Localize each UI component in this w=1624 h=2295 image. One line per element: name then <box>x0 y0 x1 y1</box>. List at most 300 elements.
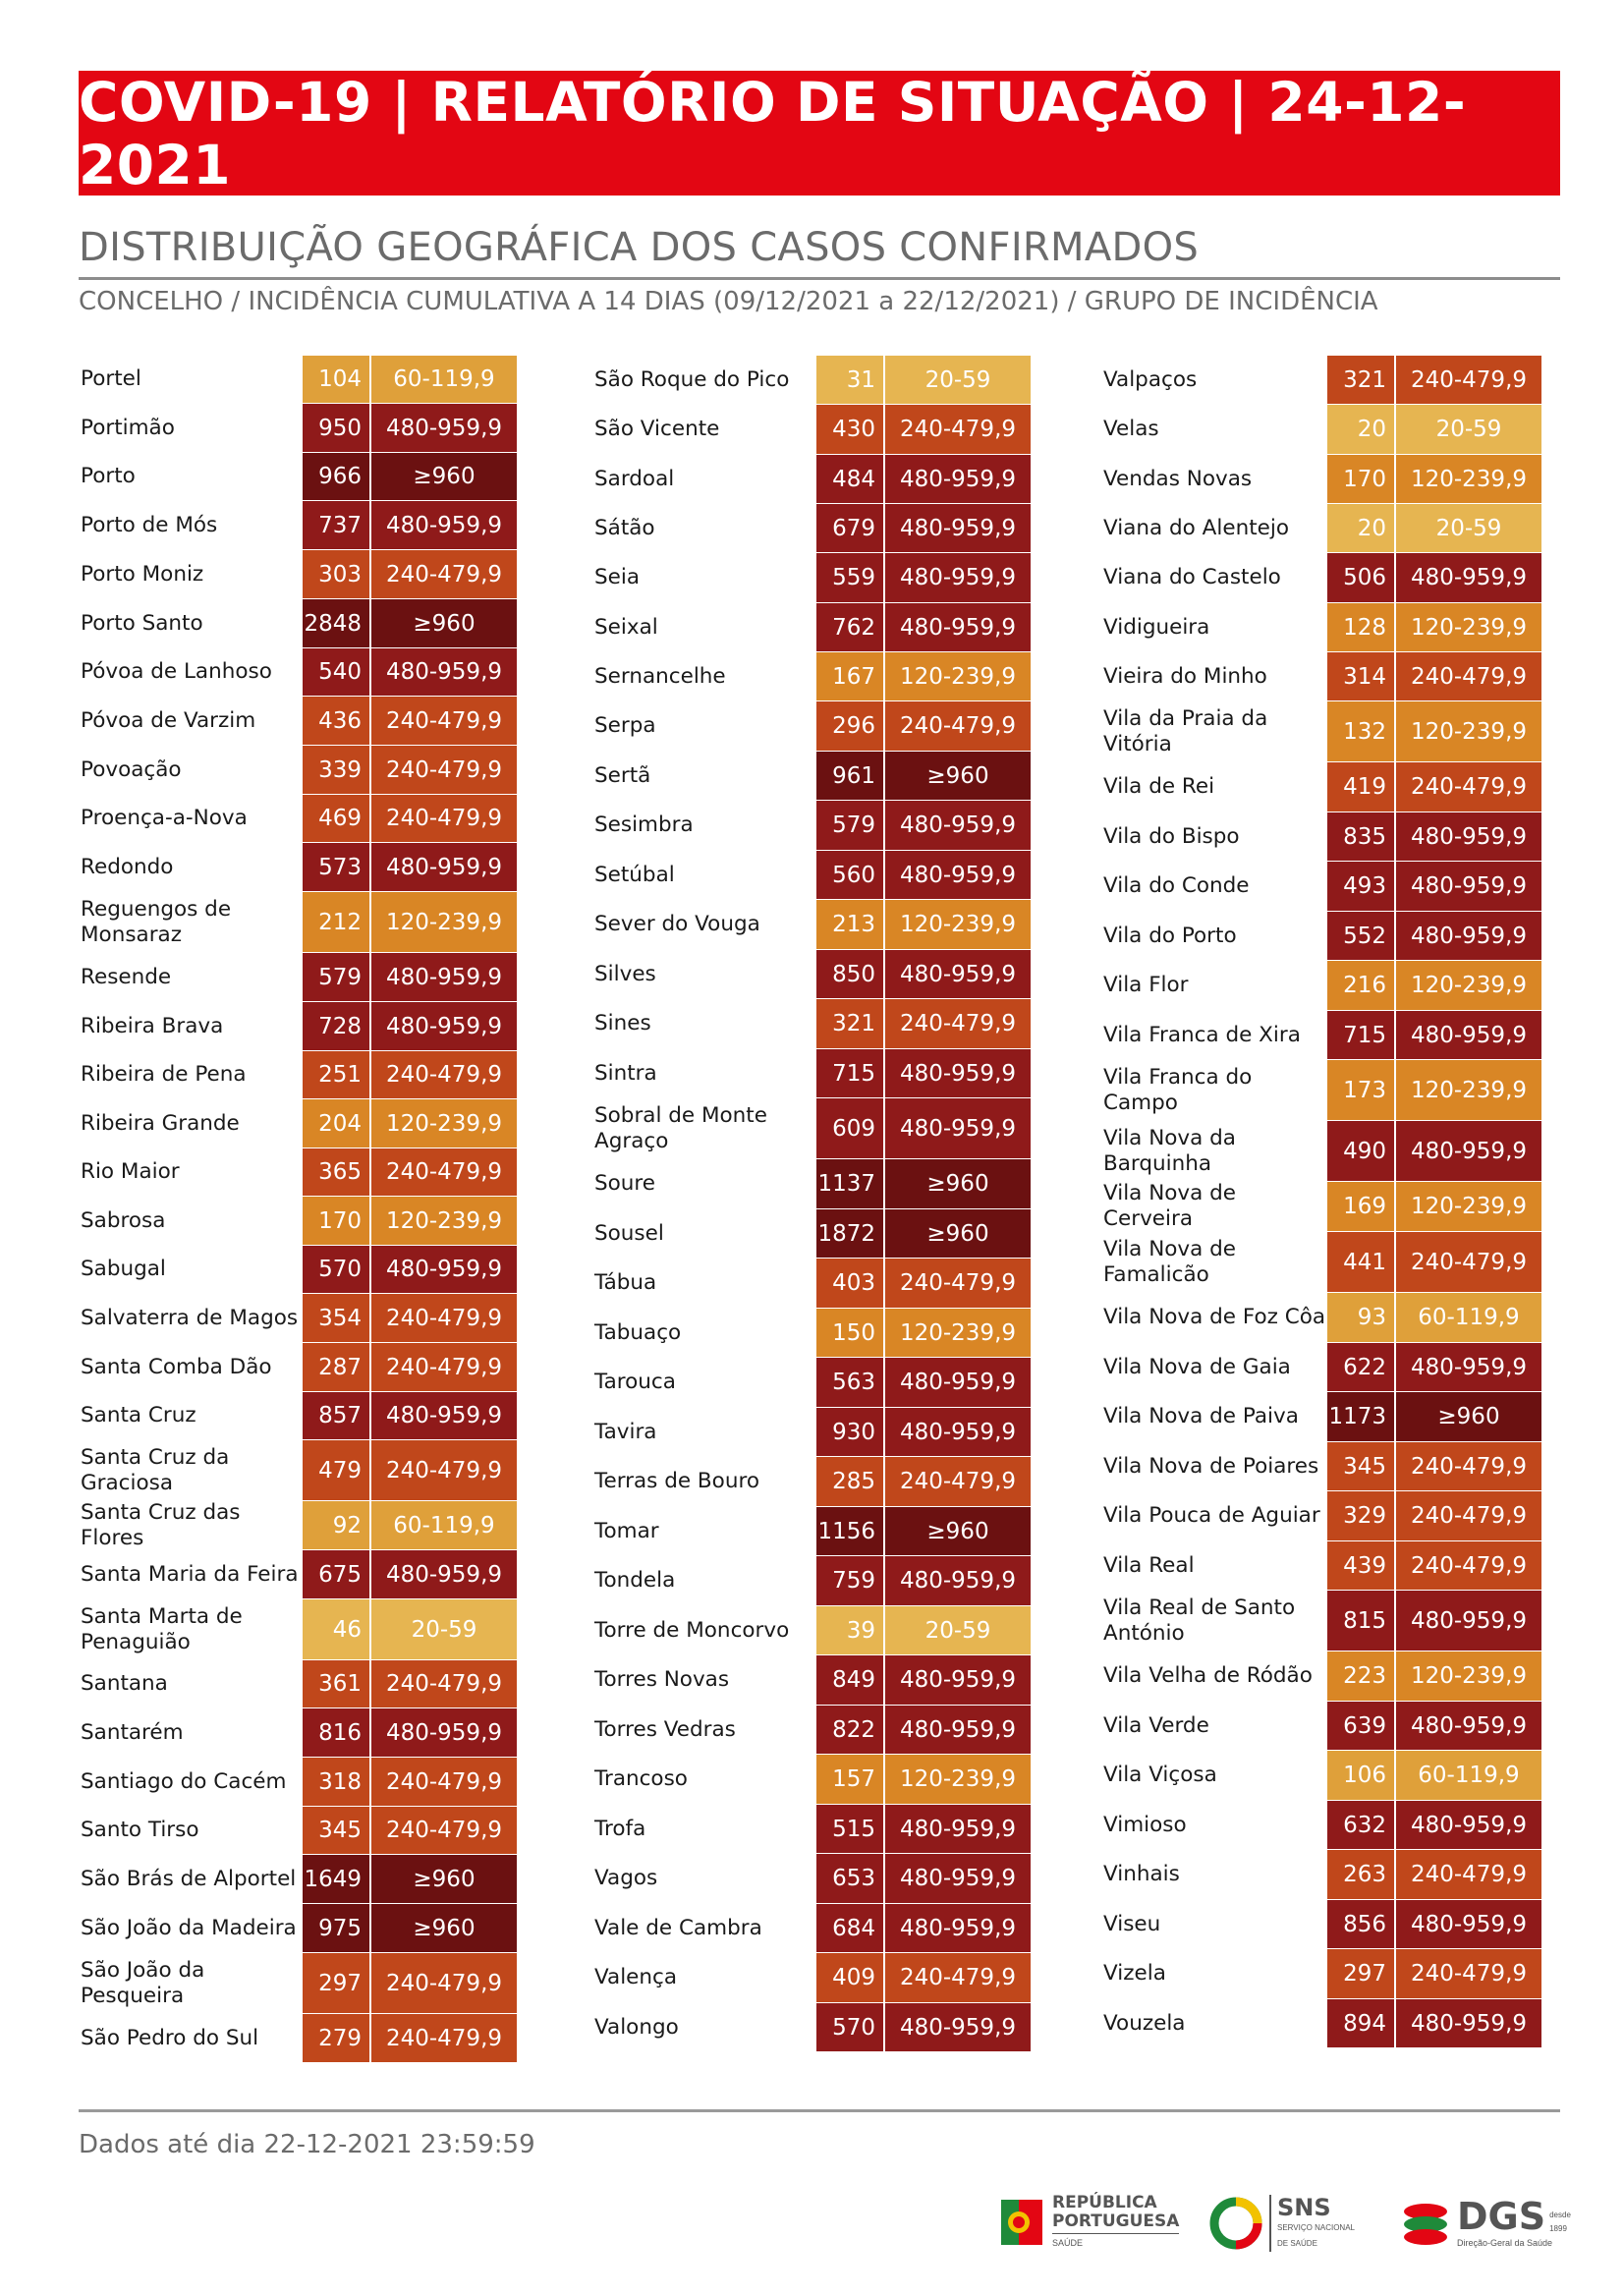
incidence-group: 480-959,9 <box>885 1049 1031 1097</box>
municipality-name: Valpaços <box>1103 366 1198 392</box>
municipality-row <box>1101 603 1541 651</box>
municipality-row <box>79 697 517 745</box>
municipality-name: Portel <box>81 366 141 391</box>
incidence-group: 120-239,9 <box>371 1197 517 1245</box>
municipality-name: Tábua <box>594 1270 657 1295</box>
incidence-group: 480-959,9 <box>1396 912 1541 960</box>
incidence-group: 240-479,9 <box>371 1758 517 1806</box>
municipality-name: Vila Nova da Barquinha <box>1103 1125 1236 1176</box>
incidence-group: 240-479,9 <box>371 1807 517 1854</box>
incidence-value: 345 <box>1327 1442 1396 1490</box>
incidence-group: ≥960 <box>371 599 517 647</box>
municipality-row <box>1101 1182 1541 1231</box>
municipality-row <box>1101 504 1541 552</box>
municipality-row <box>592 1606 1031 1654</box>
dgs-emblem-icon <box>1400 2198 1451 2249</box>
municipality-row <box>79 1148 517 1196</box>
municipality-name: Vila Verde <box>1103 1712 1209 1738</box>
incidence-group: 240-479,9 <box>1396 1491 1541 1540</box>
incidence-group: 480-959,9 <box>1396 1900 1541 1948</box>
municipality-name: Póvoa de Varzim <box>81 707 256 733</box>
incidence-value: 329 <box>1327 1491 1396 1540</box>
municipality-name: Velas <box>1103 417 1159 441</box>
municipality-name: Vila do Bispo <box>1103 823 1240 849</box>
municipality-name: Tomar <box>594 1518 659 1543</box>
municipality-name: Sintra <box>594 1060 657 1086</box>
incidence-group: 240-479,9 <box>371 550 517 598</box>
municipality-row <box>592 1309 1031 1357</box>
municipality-row <box>592 701 1031 751</box>
municipality-name: Vinhais <box>1103 1862 1180 1886</box>
incidence-value: 354 <box>303 1294 371 1342</box>
incidence-value: 213 <box>816 900 885 949</box>
incidence-value: 552 <box>1327 912 1396 960</box>
municipality-row <box>592 1706 1031 1754</box>
incidence-group: 480-959,9 <box>885 603 1031 651</box>
incidence-group: 480-959,9 <box>885 2003 1031 2051</box>
municipality-name: Portimão <box>81 415 175 440</box>
incidence-value: 251 <box>303 1051 371 1098</box>
municipality-row <box>592 356 1031 404</box>
municipality-name: Vila Nova de Poiares <box>1103 1453 1319 1479</box>
incidence-group: ≥960 <box>885 752 1031 800</box>
incidence-group: 120-239,9 <box>885 900 1031 949</box>
incidence-group: 20-59 <box>371 1599 517 1659</box>
municipality-name: Santa Comba Dão <box>81 1354 272 1379</box>
municipality-name: Tavira <box>594 1419 657 1444</box>
incidence-value: 975 <box>303 1904 371 1952</box>
incidence-group: ≥960 <box>371 1855 517 1903</box>
incidence-value: 170 <box>303 1197 371 1245</box>
incidence-value: 297 <box>1327 1949 1396 1998</box>
incidence-group: 480-959,9 <box>1396 1999 1541 2047</box>
municipality-row <box>1101 701 1541 761</box>
municipality-row <box>592 1358 1031 1407</box>
municipality-name: Sabugal <box>81 1257 166 1281</box>
incidence-group: 240-479,9 <box>371 1343 517 1391</box>
incidence-value: 684 <box>816 1904 885 1952</box>
incidence-group: 480-959,9 <box>1396 1702 1541 1750</box>
municipality-row <box>1101 1850 1541 1899</box>
municipality-row <box>1101 1491 1541 1540</box>
municipality-row <box>79 1855 517 1903</box>
municipality-name: Vila Franca do Campo <box>1103 1064 1253 1115</box>
incidence-group: 240-479,9 <box>1396 1232 1541 1292</box>
municipality-row <box>79 1807 517 1854</box>
incidence-value: 579 <box>816 801 885 850</box>
municipality-row <box>592 1507 1031 1555</box>
municipality-name: Vidigueira <box>1103 614 1210 640</box>
municipality-name: Tabuaço <box>594 1319 682 1345</box>
municipality-row <box>592 1259 1031 1308</box>
incidence-value: 559 <box>816 553 885 602</box>
municipality-name: Viseu <box>1103 1911 1161 1936</box>
municipality-name: São Roque do Pico <box>594 366 790 392</box>
incidence-value: 296 <box>816 701 885 751</box>
incidence-value: 439 <box>1327 1541 1396 1590</box>
incidence-value: 2848 <box>303 599 371 647</box>
municipality-name: Proença-a-Nova <box>81 806 248 830</box>
incidence-group: 120-239,9 <box>371 1099 517 1148</box>
municipality-row <box>592 652 1031 700</box>
incidence-group: 480-959,9 <box>1396 812 1541 861</box>
municipality-name: Vendas Novas <box>1103 466 1253 491</box>
municipality-name: Vouzela <box>1103 2010 1186 2036</box>
municipality-name: Sobral de Monte Agraço <box>594 1102 767 1153</box>
municipality-name: Sernancelhe <box>594 663 726 689</box>
municipality-row <box>79 648 517 696</box>
municipality-row <box>592 1408 1031 1456</box>
municipality-name: Torre de Moncorvo <box>594 1617 790 1643</box>
incidence-group: 480-959,9 <box>371 1708 517 1757</box>
incidence-value: 715 <box>1327 1011 1396 1059</box>
incidence-value: 92 <box>303 1501 371 1549</box>
incidence-value: 361 <box>303 1660 371 1707</box>
municipality-row <box>79 843 517 891</box>
municipality-row <box>592 1159 1031 1208</box>
municipality-name: Terras de Bouro <box>594 1469 759 1493</box>
municipality-name: Vila de Rei <box>1103 774 1215 799</box>
incidence-group: 240-479,9 <box>1396 1442 1541 1490</box>
incidence-group: 120-239,9 <box>371 892 517 952</box>
incidence-group: 480-959,9 <box>371 1550 517 1598</box>
incidence-value: 469 <box>303 795 371 842</box>
incidence-value: 675 <box>303 1550 371 1598</box>
incidence-group: 480-959,9 <box>1396 1011 1541 1059</box>
municipality-name: Vila Nova de Gaia <box>1103 1354 1291 1379</box>
incidence-group: 480-959,9 <box>885 1655 1031 1705</box>
incidence-group: 240-479,9 <box>1396 1949 1541 1998</box>
municipality-name: São Brás de Alportel <box>81 1866 297 1891</box>
incidence-group: 240-479,9 <box>371 1660 517 1707</box>
incidence-value: 132 <box>1327 701 1396 761</box>
report-title-banner <box>79 71 1560 196</box>
municipality-row <box>592 1209 1031 1258</box>
municipality-row <box>1101 1801 1541 1849</box>
municipality-row <box>1101 762 1541 812</box>
incidence-group: 480-959,9 <box>371 953 517 1001</box>
incidence-group: 480-959,9 <box>885 504 1031 552</box>
municipality-name: Porto de Mós <box>81 512 218 537</box>
municipality-name: Redondo <box>81 854 174 879</box>
municipality-row <box>79 550 517 598</box>
municipality-name: Sardoal <box>594 466 675 491</box>
incidence-value: 961 <box>816 752 885 800</box>
municipality-row <box>592 504 1031 552</box>
municipality-name: Vagos <box>594 1866 658 1890</box>
incidence-value: 314 <box>1327 652 1396 700</box>
incidence-value: 493 <box>1327 862 1396 911</box>
incidence-group: 480-959,9 <box>885 1854 1031 1903</box>
incidence-value: 653 <box>816 1854 885 1903</box>
incidence-group: 480-959,9 <box>885 1358 1031 1407</box>
incidence-group: 120-239,9 <box>1396 961 1541 1010</box>
municipality-row <box>79 746 517 794</box>
incidence-group: 240-479,9 <box>371 746 517 794</box>
incidence-group: 480-959,9 <box>1396 553 1541 602</box>
municipality-row <box>592 1556 1031 1605</box>
municipality-row <box>592 752 1031 800</box>
municipality-row <box>592 455 1031 503</box>
incidence-value: 479 <box>303 1440 371 1500</box>
incidence-group: 240-479,9 <box>1396 762 1541 812</box>
incidence-value: 321 <box>816 999 885 1048</box>
municipality-row <box>592 405 1031 454</box>
municipality-row <box>1101 1060 1541 1120</box>
municipality-name: Vale de Cambra <box>594 1915 762 1940</box>
municipality-row <box>1101 1702 1541 1750</box>
incidence-value: 157 <box>816 1755 885 1804</box>
incidence-group: ≥960 <box>885 1209 1031 1258</box>
municipality-row <box>592 999 1031 1048</box>
section-title: DISTRIBUIÇÃO GEOGRÁFICA DOS CASOS CONFIRMADOS <box>79 222 1560 280</box>
municipality-row <box>79 1197 517 1245</box>
municipality-name: Rio Maior <box>81 1159 180 1184</box>
municipality-name: Setúbal <box>594 862 675 887</box>
incidence-group: 240-479,9 <box>1396 652 1541 700</box>
municipality-name: Vizela <box>1103 1961 1166 1986</box>
municipality-row <box>1101 1232 1541 1292</box>
incidence-value: 622 <box>1327 1343 1396 1391</box>
incidence-value: 679 <box>816 504 885 552</box>
incidence-value: 430 <box>816 405 885 454</box>
municipality-row <box>1101 812 1541 861</box>
municipality-name: Vila Real <box>1103 1552 1195 1578</box>
incidence-group: 480-959,9 <box>371 1392 517 1439</box>
incidence-value: 1649 <box>303 1855 371 1903</box>
municipality-row <box>79 1440 517 1500</box>
incidence-group: 480-959,9 <box>885 455 1031 503</box>
incidence-value: 570 <box>816 2003 885 2051</box>
municipality-name: Santa Cruz da Graciosa <box>81 1444 230 1495</box>
municipality-name: Valongo <box>594 2014 679 2040</box>
municipality-row <box>1101 1343 1541 1391</box>
incidence-value: 403 <box>816 1259 885 1308</box>
municipality-name: Trancoso <box>594 1766 688 1791</box>
incidence-value: 287 <box>303 1343 371 1391</box>
municipality-name: Vila do Porto <box>1103 923 1237 948</box>
municipality-name: Seixal <box>594 614 658 640</box>
incidence-group: 240-479,9 <box>371 697 517 745</box>
incidence-value: 816 <box>303 1708 371 1757</box>
incidence-group: 20-59 <box>1396 405 1541 454</box>
municipality-name: Povoação <box>81 756 182 782</box>
municipality-row <box>79 1550 517 1598</box>
municipality-row <box>79 953 517 1001</box>
municipality-row <box>1101 961 1541 1010</box>
incidence-group: 240-479,9 <box>371 1440 517 1500</box>
municipality-name: Salvaterra de Magos <box>81 1305 299 1330</box>
incidence-group: 480-959,9 <box>885 553 1031 602</box>
incidence-value: 339 <box>303 746 371 794</box>
municipality-row <box>1101 1751 1541 1800</box>
incidence-value: 279 <box>303 2014 371 2062</box>
municipality-row <box>1101 1442 1541 1490</box>
municipality-row <box>79 892 517 952</box>
municipality-row <box>1101 405 1541 454</box>
municipality-name: Santo Tirso <box>81 1818 199 1842</box>
incidence-group: 120-239,9 <box>1396 1060 1541 1120</box>
incidence-value: 850 <box>816 950 885 998</box>
municipality-row <box>592 2003 1031 2051</box>
incidence-group: 480-959,9 <box>371 648 517 696</box>
municipality-name: Santa Maria da Feira <box>81 1561 299 1587</box>
incidence-group: 240-479,9 <box>885 405 1031 454</box>
municipality-row <box>1101 652 1541 700</box>
municipality-name: Vila Nova de Famalicão <box>1103 1236 1237 1287</box>
municipality-name: Santa Cruz <box>81 1403 196 1427</box>
municipality-row <box>79 501 517 549</box>
incidence-value: 894 <box>1327 1999 1396 2047</box>
incidence-value: 409 <box>816 1953 885 2002</box>
incidence-value: 570 <box>303 1246 371 1293</box>
incidence-group: 480-959,9 <box>1396 1801 1541 1849</box>
incidence-group: 480-959,9 <box>1396 862 1541 911</box>
incidence-group: 120-239,9 <box>1396 455 1541 503</box>
municipality-row <box>79 1002 517 1050</box>
municipality-row <box>79 1501 517 1549</box>
incidence-group: 240-479,9 <box>885 1259 1031 1308</box>
municipality-name: Ribeira Grande <box>81 1110 240 1136</box>
incidence-group: 120-239,9 <box>885 1755 1031 1804</box>
municipality-row <box>1101 862 1541 911</box>
incidence-group: 20-59 <box>885 1606 1031 1654</box>
municipality-row <box>1101 1392 1541 1441</box>
incidence-value: 297 <box>303 1953 371 2013</box>
municipality-name: São João da Madeira <box>81 1915 297 1940</box>
municipality-row <box>79 404 517 452</box>
incidence-value: 263 <box>1327 1850 1396 1899</box>
municipality-row <box>592 553 1031 602</box>
incidence-group: 480-959,9 <box>885 1904 1031 1952</box>
municipality-row <box>592 900 1031 949</box>
municipality-name: Porto <box>81 464 136 488</box>
incidence-group: 480-959,9 <box>885 801 1031 850</box>
incidence-value: 737 <box>303 501 371 549</box>
incidence-value: 728 <box>303 1002 371 1050</box>
municipality-name: Póvoa de Lanhoso <box>81 659 272 684</box>
municipality-row <box>79 795 517 842</box>
municipality-row <box>592 1049 1031 1097</box>
municipality-name: São Pedro do Sul <box>81 2025 259 2050</box>
incidence-group: 60-119,9 <box>1396 1293 1541 1342</box>
incidence-group: 120-239,9 <box>1396 1651 1541 1701</box>
incidence-value: 167 <box>816 652 885 700</box>
incidence-group: 120-239,9 <box>1396 603 1541 651</box>
incidence-group: 480-959,9 <box>1396 1343 1541 1391</box>
municipality-name: Vila Nova de Foz Côa <box>1103 1305 1326 1329</box>
municipality-row <box>592 1655 1031 1705</box>
municipality-row <box>1101 1949 1541 1998</box>
data-cutoff-note: Dados até dia 22-12-2021 23:59:59 <box>79 2130 535 2159</box>
incidence-value: 579 <box>303 953 371 1001</box>
incidence-value: 506 <box>1327 553 1396 602</box>
municipality-name: Resende <box>81 964 172 989</box>
municipality-name: Soure <box>594 1171 656 1196</box>
incidence-group: 240-479,9 <box>885 1457 1031 1506</box>
municipality-name: Tarouca <box>594 1370 676 1394</box>
incidence-group: 240-479,9 <box>885 701 1031 751</box>
municipality-name: Porto Moniz <box>81 561 204 587</box>
incidence-value: 321 <box>1327 356 1396 404</box>
municipality-row <box>79 1953 517 2013</box>
municipality-name: Vila Flor <box>1103 973 1189 997</box>
incidence-value: 93 <box>1327 1293 1396 1342</box>
incidence-group: 480-959,9 <box>885 1706 1031 1754</box>
incidence-value: 1156 <box>816 1507 885 1555</box>
municipality-name: Vila Real de Santo António <box>1103 1595 1296 1646</box>
municipality-row <box>592 1953 1031 2002</box>
municipality-name: Santa Marta de Penaguião <box>81 1603 243 1654</box>
incidence-value: 318 <box>303 1758 371 1806</box>
incidence-group: 240-479,9 <box>371 1953 517 2013</box>
incidence-value: 762 <box>816 603 885 651</box>
municipality-name: Sátão <box>594 515 655 540</box>
incidence-value: 1872 <box>816 1209 885 1258</box>
incidence-value: 515 <box>816 1805 885 1853</box>
incidence-group: 120-239,9 <box>885 1309 1031 1357</box>
incidence-value: 128 <box>1327 603 1396 651</box>
incidence-value: 484 <box>816 455 885 503</box>
municipality-row <box>1101 1011 1541 1059</box>
incidence-value: 285 <box>816 1457 885 1506</box>
municipality-name: Reguengos de Monsaraz <box>81 896 232 947</box>
municipality-name: Vila Nova de Cerveira <box>1103 1181 1237 1231</box>
municipality-row <box>592 603 1031 651</box>
incidence-group: 60-119,9 <box>1396 1751 1541 1800</box>
incidence-group: 480-959,9 <box>371 1002 517 1050</box>
incidence-group: 120-239,9 <box>1396 701 1541 761</box>
incidence-value: 563 <box>816 1358 885 1407</box>
municipality-row <box>79 356 517 403</box>
incidence-group: 240-479,9 <box>371 1148 517 1196</box>
incidence-group: 240-479,9 <box>1396 1850 1541 1899</box>
municipality-row <box>79 599 517 647</box>
municipality-name: Viana do Alentejo <box>1103 515 1289 540</box>
municipality-row <box>79 1708 517 1757</box>
incidence-group: 240-479,9 <box>1396 356 1541 404</box>
incidence-value: 223 <box>1327 1651 1396 1701</box>
incidence-group: 120-239,9 <box>885 652 1031 700</box>
municipality-row <box>1101 1900 1541 1948</box>
incidence-value: 31 <box>816 356 885 404</box>
municipality-name: São Vicente <box>594 417 720 441</box>
municipality-row <box>592 1854 1031 1903</box>
incidence-value: 835 <box>1327 812 1396 861</box>
incidence-value: 857 <box>303 1392 371 1439</box>
incidence-group: 480-959,9 <box>1396 1591 1541 1651</box>
municipality-row <box>1101 553 1541 602</box>
incidence-group: 240-479,9 <box>371 1294 517 1342</box>
incidence-group: 480-959,9 <box>885 1408 1031 1456</box>
incidence-value: 815 <box>1327 1591 1396 1651</box>
municipality-row <box>592 1098 1031 1158</box>
incidence-group: ≥960 <box>371 1904 517 1952</box>
incidence-value: 573 <box>303 843 371 891</box>
municipality-row <box>1101 1651 1541 1701</box>
incidence-value: 170 <box>1327 455 1396 503</box>
incidence-group: 60-119,9 <box>371 1501 517 1549</box>
municipality-row <box>1101 1591 1541 1651</box>
municipality-name: Vieira do Minho <box>1103 663 1267 689</box>
municipality-row <box>1101 455 1541 503</box>
incidence-value: 20 <box>1327 504 1396 552</box>
municipality-name: Sabrosa <box>81 1207 166 1233</box>
incidence-value: 46 <box>303 1599 371 1659</box>
municipality-name: Santa Cruz das Flores <box>81 1499 241 1550</box>
municipality-name: Santiago do Cacém <box>81 1768 287 1794</box>
incidence-value: 150 <box>816 1309 885 1357</box>
